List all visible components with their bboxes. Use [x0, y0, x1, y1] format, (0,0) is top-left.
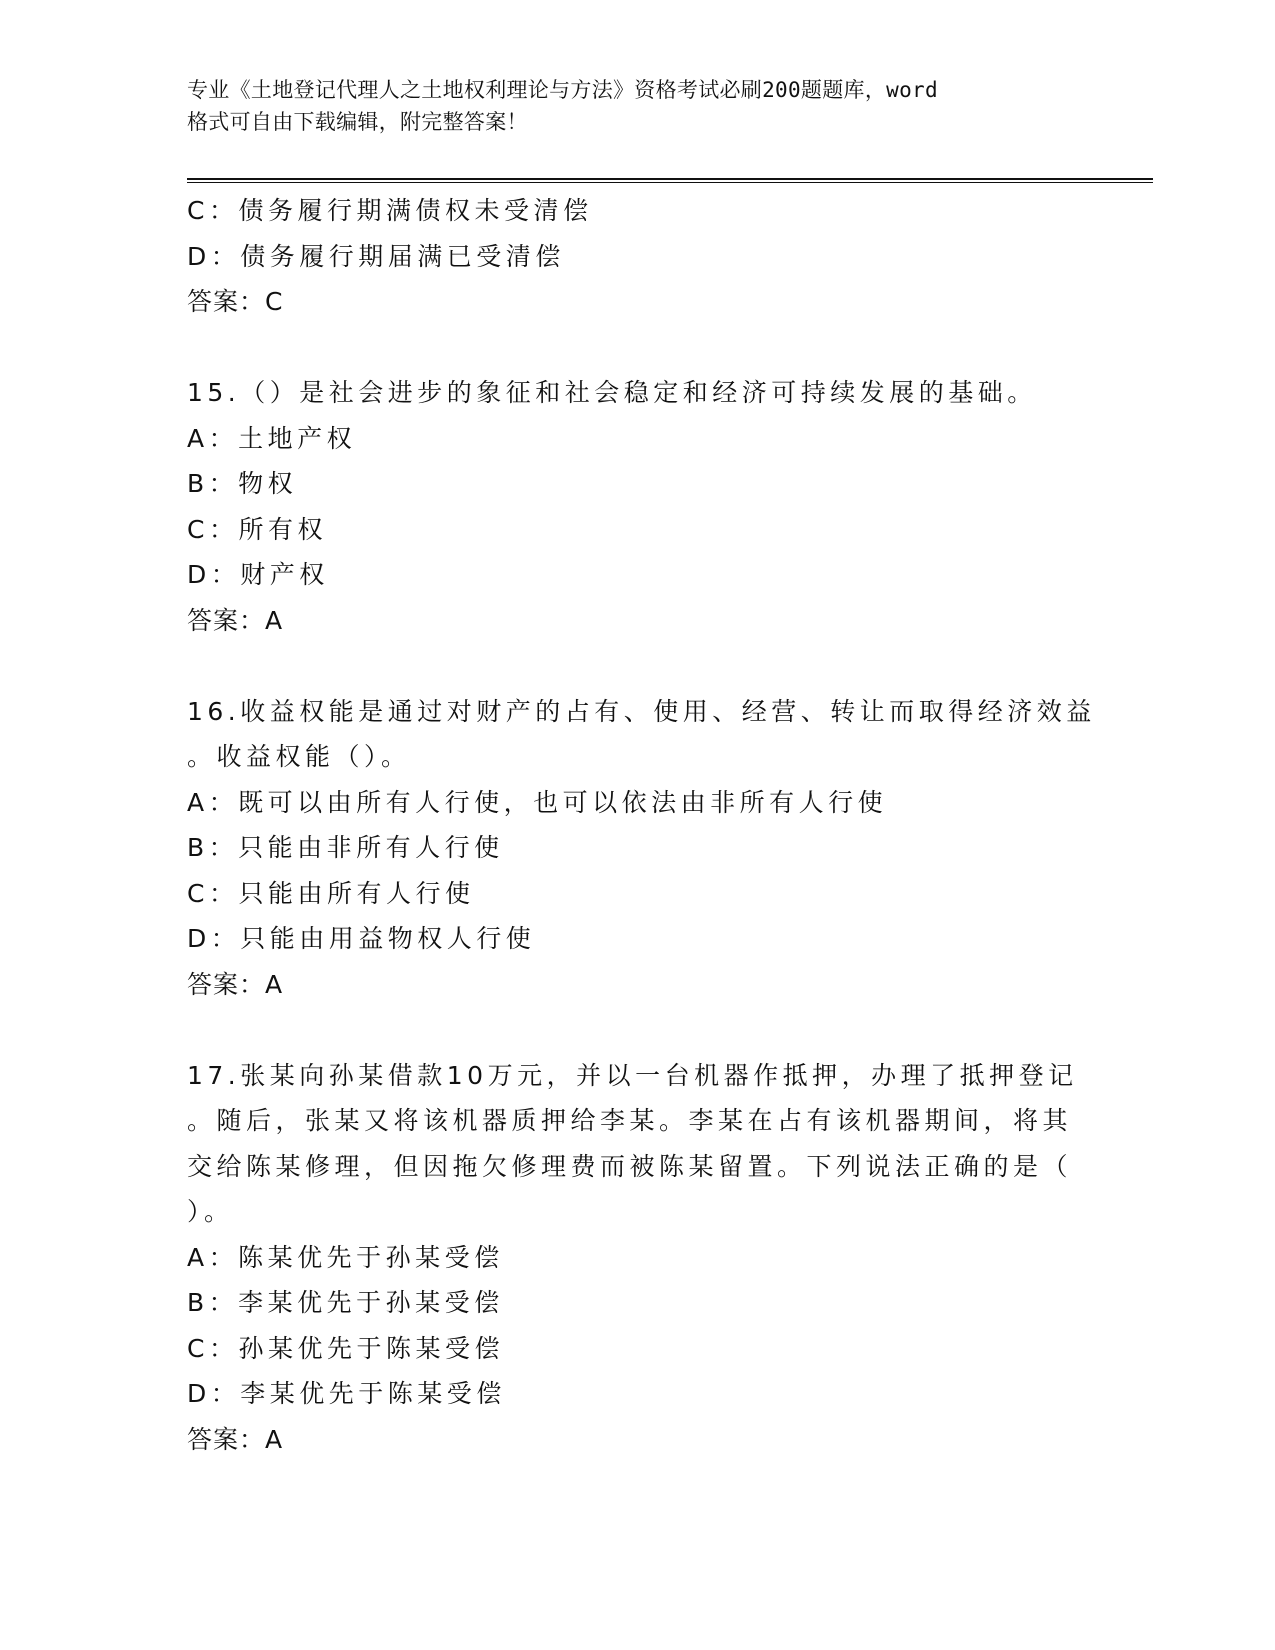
- header-line-1: 专业《土地登记代理人之土地权利理论与方法》资格考试必刷200题题库，word: [187, 78, 938, 102]
- prev-question-block: [187, 188, 1087, 325]
- question-17: [187, 1053, 1087, 1463]
- question-stem: 。随后，张某又将该机器质押给李某。李某在占有该机器期间，将其: [187, 1106, 1073, 1135]
- spacer: [187, 1007, 1087, 1053]
- option-d: D：只能由用益物权人行使: [187, 924, 536, 953]
- question-stem: 15.（）是社会进步的象征和社会稳定和经济可持续发展的基础。: [187, 378, 1037, 407]
- question-stem: 。收益权能（）。: [187, 742, 411, 771]
- question-stem: ）。: [187, 1197, 234, 1226]
- question-15: [187, 370, 1087, 643]
- option-b: B：只能由非所有人行使: [187, 833, 504, 862]
- option-a: A：陈某优先于孙某受偿: [187, 1242, 504, 1272]
- question-stem: 交给陈某修理，但因拖欠修理费而被陈某留置。下列说法正确的是（: [187, 1151, 1073, 1181]
- option-a: A：土地产权: [187, 423, 357, 453]
- spacer: [187, 643, 1087, 689]
- option-c: C：孙某优先于陈某受偿: [187, 1333, 504, 1363]
- option-a: A：既可以由所有人行使，也可以依法由非所有人行使: [187, 787, 888, 817]
- answer-line: 答案：C: [187, 287, 284, 316]
- option-d: D：财产权: [187, 560, 329, 589]
- option-b: B：物权: [187, 469, 298, 498]
- header-line-2: 格式可自由下载编辑，附完整答案！: [187, 110, 528, 134]
- question-stem: 16.收益权能是通过对财产的占有、使用、经营、转让而取得经济效益: [187, 696, 1096, 726]
- question-stem: 17.张某向孙某借款10万元，并以一台机器作抵押，办理了抵押登记: [187, 1060, 1078, 1090]
- question-content: [187, 188, 1096, 1462]
- spacer: [187, 325, 1087, 371]
- option-c: C：所有权: [187, 514, 327, 544]
- option-c: C：只能由所有人行使: [187, 878, 475, 908]
- header-divider: [187, 178, 1153, 183]
- question-16: [187, 689, 1096, 1008]
- answer-line: 答案：A: [187, 605, 284, 635]
- answer-line: 答案：A: [187, 969, 284, 999]
- option-d: D：李某优先于陈某受偿: [187, 1379, 506, 1408]
- answer-line: 答案：A: [187, 1424, 284, 1454]
- option-c: C：债务履行期满债权未受清偿: [187, 196, 593, 225]
- option-d: D：债务履行期届满已受清偿: [187, 241, 565, 271]
- page-header: [187, 74, 1087, 138]
- option-b: B：李某优先于孙某受偿: [187, 1288, 504, 1317]
